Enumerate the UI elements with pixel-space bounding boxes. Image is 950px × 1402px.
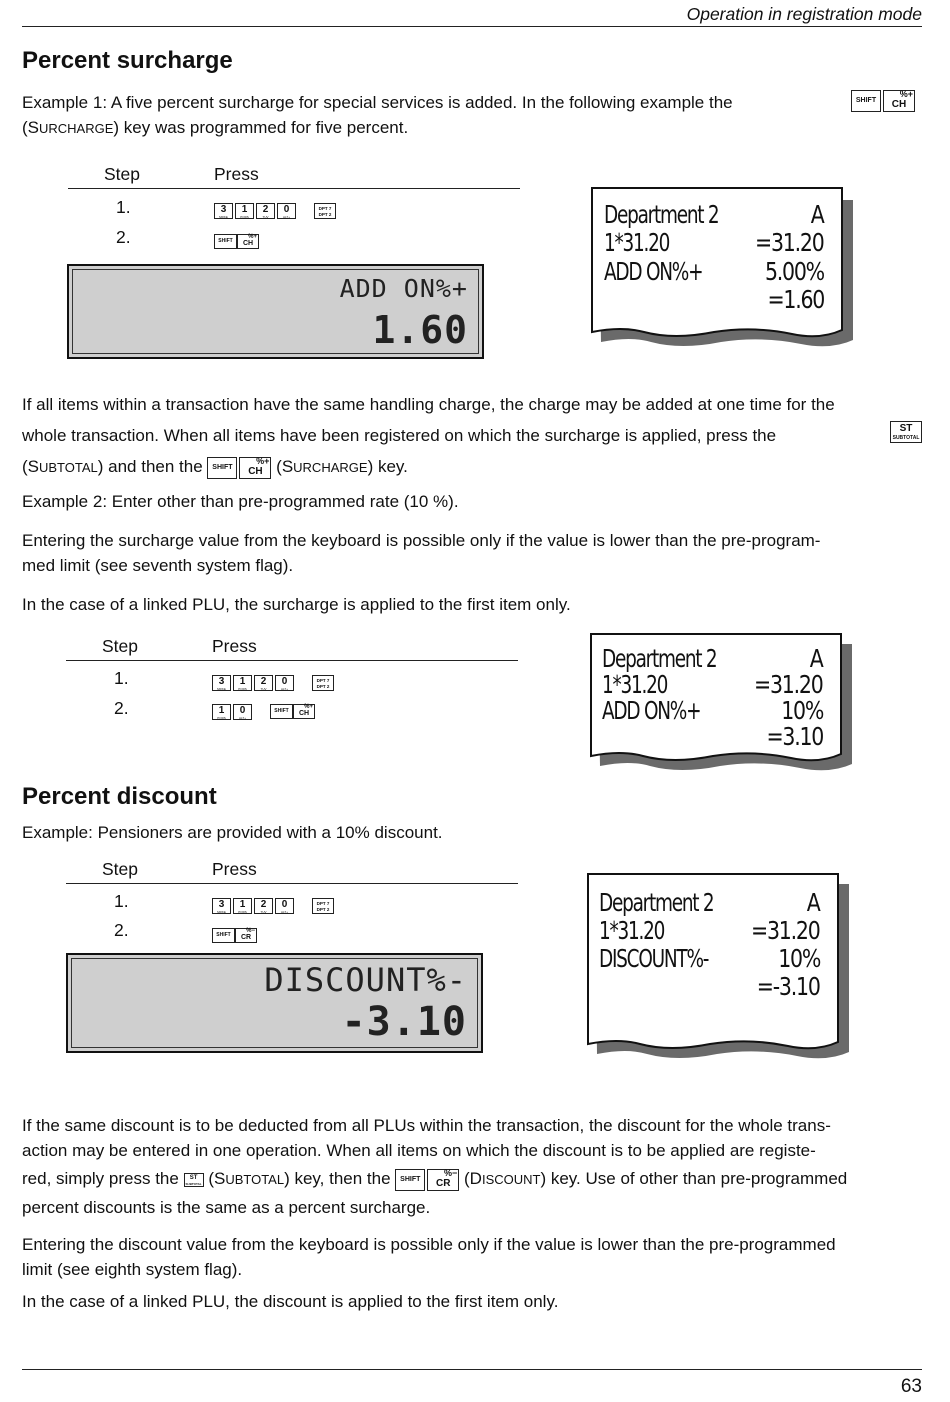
receipt-qty: 1*31.20: [602, 670, 668, 699]
lcd-line1: DISCOUNT%-: [264, 961, 467, 999]
receipt-2: [587, 630, 859, 776]
discount-key[interactable]: CR %−: [427, 1169, 459, 1191]
receipt-op: ADD ON%+: [602, 696, 701, 725]
col-step: Step: [104, 164, 140, 184]
key-2[interactable]: 2 TUV: [254, 898, 273, 914]
receipt-op: DISCOUNT%-: [599, 944, 709, 973]
receipt-amount: =31.20: [755, 228, 824, 257]
col-press: Press: [212, 636, 257, 656]
section-title-surcharge: Percent surcharge: [22, 47, 233, 74]
surcharge-paragraph-2: Entering the surcharge value from the keyboard is possible only if the value is lower than the pre-program- med limit (see seventh system flag).: [22, 531, 821, 575]
keys-step2: [214, 231, 259, 251]
step-number: 2.: [114, 920, 129, 940]
lcd-line1: ADD ON%+: [339, 274, 468, 303]
keys-step1: [212, 672, 334, 692]
receipt-rate: 10%: [781, 696, 823, 725]
step-number: 1.: [116, 197, 131, 217]
dept-2-key[interactable]: DPT 7 DPT 2: [312, 898, 334, 914]
key-1[interactable]: 1 PQRS: [233, 675, 252, 691]
receipt-flag: A: [807, 888, 820, 917]
key-0[interactable]: 0 ALT+: [233, 704, 252, 720]
table-rule: [66, 660, 518, 661]
step-number: 1.: [114, 891, 129, 911]
shift-key[interactable]: SHIFT: [214, 234, 237, 249]
receipt-flag: A: [811, 200, 824, 229]
receipt-3: [584, 870, 856, 1064]
table-rule: [68, 188, 520, 189]
receipt-result: =-3.10: [757, 972, 820, 1001]
discount-key[interactable]: CR %−: [235, 928, 257, 943]
section-title-discount: Percent discount: [22, 783, 217, 810]
keys-step2: [212, 925, 257, 945]
receipt-qty: 1*31.20: [604, 228, 670, 257]
key-2[interactable]: 2 TUV: [254, 675, 273, 691]
receipt-dept: Department 2: [599, 888, 714, 917]
surcharge-key[interactable]: CH %+: [883, 90, 915, 112]
key-3[interactable]: 3 MRKE: [212, 898, 231, 914]
page-number: 63: [900, 1376, 922, 1397]
step-number: 1.: [114, 668, 129, 688]
discount-paragraph-3: In the case of a linked PLU, the discount is applied to the first item only.: [22, 1292, 559, 1311]
col-step: Step: [102, 636, 138, 656]
receipt-amount: =31.20: [754, 670, 823, 699]
step-table-3: [66, 859, 518, 942]
example2-text: Example 2: Enter other than pre-programmed rate (10 %).: [22, 492, 459, 511]
key-2[interactable]: 2 TUV: [256, 203, 275, 219]
shift-key[interactable]: SHIFT: [851, 90, 881, 112]
receipt-result: =3.10: [766, 722, 823, 751]
discount-paragraph-2: Entering the discount value from the keyboard is possible only if the value is lower than the pre-programmed limit (see eighth system flag).: [22, 1235, 836, 1279]
subtotal-key[interactable]: ST SUBTOTAL: [890, 421, 922, 443]
receipt-flag: A: [810, 644, 823, 673]
example1-text: Example 1: A five percent surcharge for special services is added. In the following example the (SURCHARGE) key was programmed for five percent.: [22, 93, 733, 137]
receipt-amount: =31.20: [751, 916, 820, 945]
discount-example-text: Example: Pensioners are provided with a 10% discount.: [22, 823, 443, 842]
col-press: Press: [214, 164, 259, 184]
receipt-result: =1.60: [767, 285, 824, 314]
key-0[interactable]: 0 ALT+: [277, 203, 296, 219]
receipt-rate: 5.00%: [765, 257, 824, 286]
lcd-line2: 1.60: [372, 308, 468, 352]
receipt-1: [588, 184, 860, 354]
receipt-qty: 1*31.20: [599, 916, 665, 945]
key-3[interactable]: 3 MRKE: [214, 203, 233, 219]
key-1[interactable]: 1 PQRS: [212, 704, 231, 720]
dept-2-key[interactable]: DPT 7 DPT 2: [312, 675, 334, 691]
step-table-2: [66, 636, 518, 720]
surcharge-paragraph-1: If all items within a transaction have the same handling charge, the charge may be added at one time for the whole transaction. When all items have been registered on which the surcharge is applied, press the ST SUBTOTAL (SUBTOTAL) and then the SHIFT CH %+ (SURCHARGE) key.: [22, 389, 922, 483]
footer-rule: [22, 1369, 922, 1370]
surcharge-key[interactable]: CH %+: [293, 704, 315, 719]
receipt-dept: Department 2: [602, 644, 717, 673]
key-1[interactable]: 1 PQRS: [235, 203, 254, 219]
shift-key[interactable]: SHIFT: [395, 1169, 425, 1191]
key-3[interactable]: 3 MRKE: [212, 675, 231, 691]
table-rule: [66, 883, 518, 884]
surcharge-key[interactable]: CH %+: [237, 234, 259, 249]
step-number: 2.: [116, 227, 131, 247]
keys-step2: [212, 701, 315, 721]
dept-2-key[interactable]: DPT 7 DPT 2: [314, 203, 336, 219]
discount-paragraph-1: If the same discount is to be deducted from all PLUs within the transaction, the discount for the whole trans- action may be entered in one operation. When all items on which the discount is to be applied are registe- red, simply press the ST SUBTOTAL (SUBTOTAL) key, then the SHIFT CR %− (DISCOUNT) key. Use of other than pre-programmed percent discounts is the same as a percent surcharge.: [22, 1116, 848, 1217]
keys-step1: [214, 200, 336, 220]
col-step: Step: [102, 859, 138, 879]
receipt-dept: Department 2: [604, 200, 719, 229]
step-table-1: [68, 164, 520, 248]
key-0[interactable]: 0 ALT+: [275, 675, 294, 691]
step-number: 2.: [114, 698, 129, 718]
shift-surcharge-key-group: [851, 90, 915, 112]
subtotal-key[interactable]: ST SUBTOTAL: [185, 1174, 202, 1186]
surcharge-paragraph-3: In the case of a linked PLU, the surcharge is applied to the first item only.: [22, 595, 571, 614]
lcd-display-1: [67, 264, 484, 359]
keys-step1: [212, 895, 334, 915]
col-press: Press: [212, 859, 257, 879]
shift-key[interactable]: SHIFT: [212, 928, 235, 943]
shift-key[interactable]: SHIFT: [270, 704, 293, 719]
receipt-op: ADD ON%+: [604, 257, 703, 286]
lcd-line2: -3.10: [341, 999, 467, 1045]
header-rule: [22, 26, 922, 27]
key-1[interactable]: 1 PQRS: [233, 898, 252, 914]
receipt-rate: 10%: [778, 944, 820, 973]
surcharge-key[interactable]: CH %+: [239, 457, 271, 479]
key-0[interactable]: 0 ALT+: [275, 898, 294, 914]
running-header: Operation in registration mode: [686, 4, 922, 24]
lcd-display-2: [66, 953, 483, 1053]
shift-key[interactable]: SHIFT: [207, 457, 237, 479]
